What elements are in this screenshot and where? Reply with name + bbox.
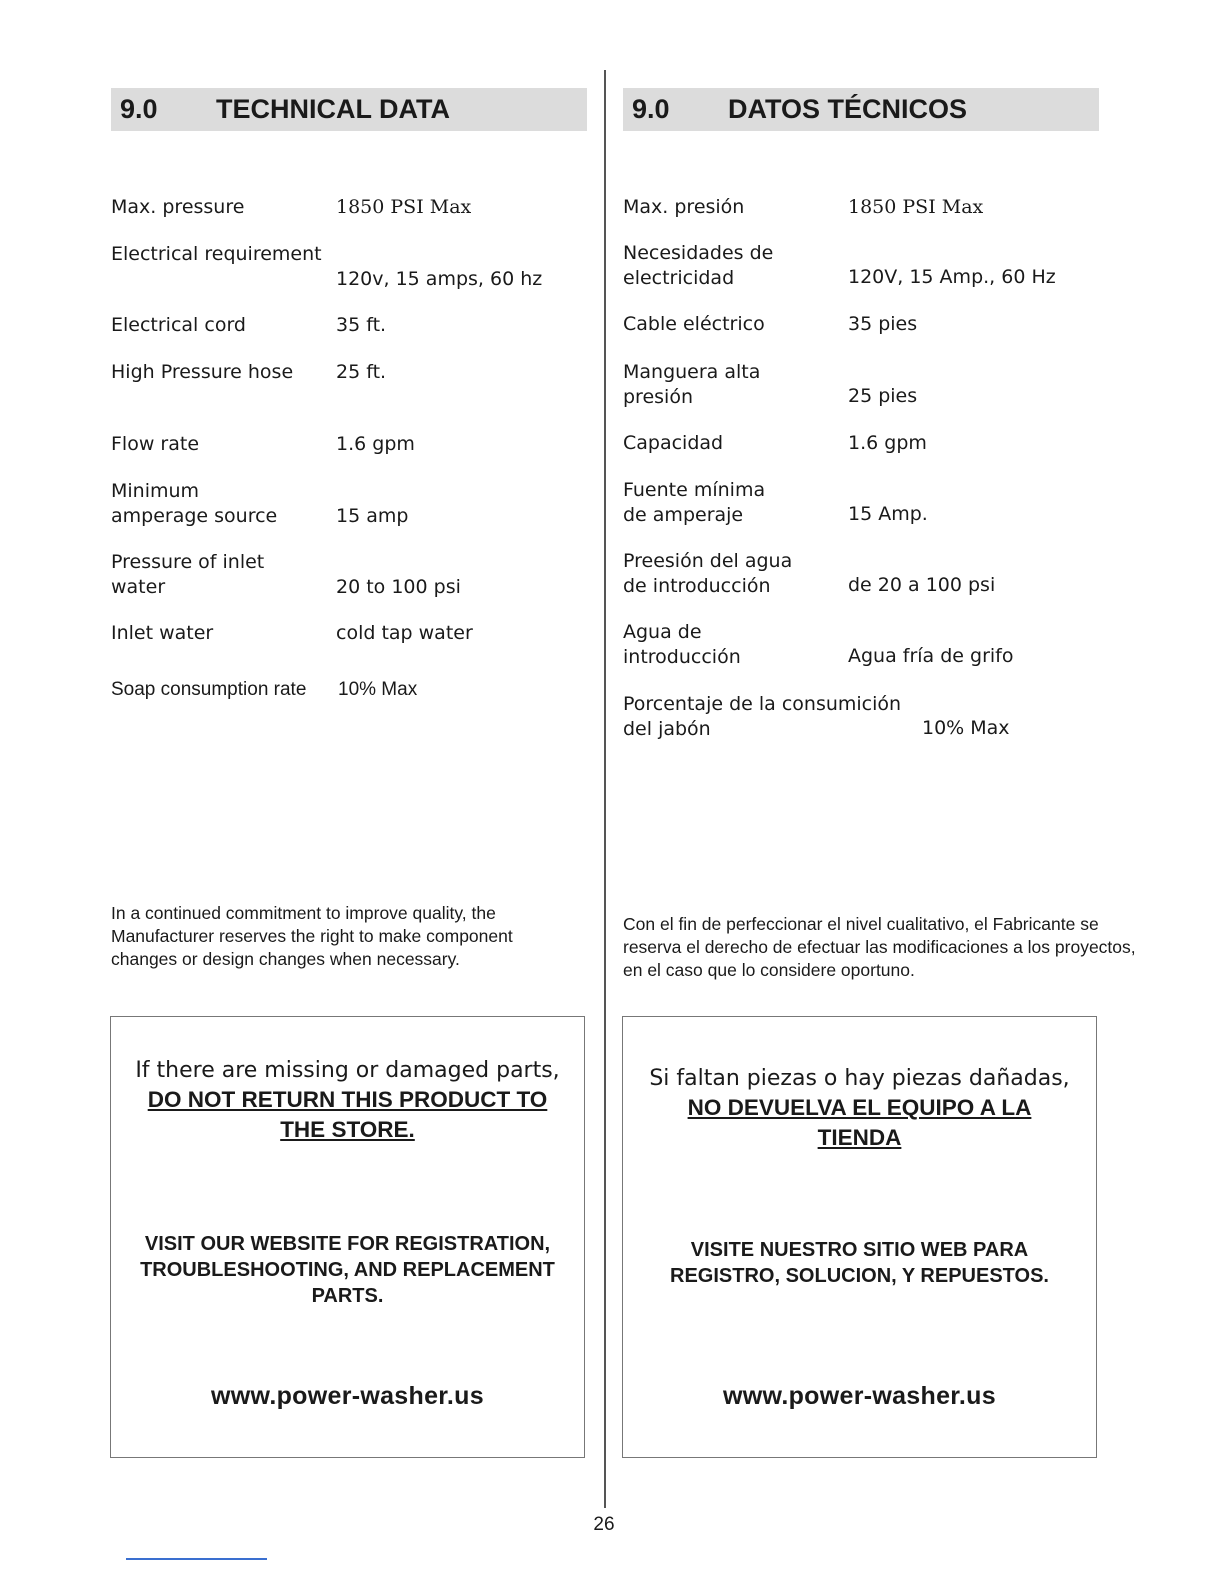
spec-label: Max. presión	[623, 196, 745, 218]
spec-value: 120V, 15 Amp., 60 Hz	[848, 266, 1056, 288]
spec-value: 25 pies	[848, 385, 918, 407]
spec-label: Electrical cord	[111, 314, 246, 336]
spec-value: 10% Max	[922, 717, 1010, 739]
quality-notice: Con el fin de perfeccionar el nivel cualitativo, el Fabricante se reserva el derecho de efectuar las modificaciones a los proyectos, en el caso que lo considere oportuno.	[623, 914, 1136, 980]
section-title: TECHNICAL DATA	[216, 94, 450, 124]
spec-label: Soap consumption rate	[111, 679, 307, 700]
section-title: DATOS TÉCNICOS	[728, 94, 968, 124]
page-number: 26	[593, 1514, 615, 1535]
spec-value: 120v, 15 amps, 60 hz	[336, 268, 543, 290]
missing-parts-box	[622, 1016, 1097, 1458]
spec-value: 25 ft.	[336, 361, 387, 383]
spec-value: 20 to 100 psi	[336, 576, 461, 598]
spec-value: 1850 PSI Max	[848, 196, 984, 218]
spec-label: Inlet water	[111, 622, 214, 644]
spanish-column	[623, 88, 1099, 831]
section-header	[111, 88, 587, 131]
spec-value: 1.6 gpm	[848, 432, 927, 454]
spec-label: Manguera alta presión	[623, 361, 761, 408]
visit-website-text: VISITE NUESTRO SITIO WEB PARA REGISTRO, SOLUCION, Y REPUESTOS.	[670, 1239, 1049, 1287]
website-url[interactable]: www.power-washer.us	[211, 1382, 484, 1410]
website-url[interactable]: www.power-washer.us	[723, 1382, 996, 1410]
spec-label: Agua de introducción	[623, 621, 741, 668]
spec-label: Max. pressure	[111, 196, 245, 218]
english-column	[111, 88, 587, 831]
spec-value: Agua fría de grifo	[848, 645, 1014, 667]
visit-website-text: VISIT OUR WEBSITE FOR REGISTRATION, TROUBLESHOOTING, AND REPLACEMENT PARTS.	[140, 1233, 555, 1307]
do-not-return-text: DO NOT RETURN THIS PRODUCT TO THE STORE.	[147, 1087, 548, 1142]
section-number: 9.0	[632, 94, 670, 124]
spec-value: de 20 a 100 psi	[848, 574, 996, 596]
spec-value: 35 ft.	[336, 314, 387, 336]
spec-label: Flow rate	[111, 433, 200, 455]
spec-label: Electrical requirement	[111, 243, 322, 265]
footer-rule	[126, 1558, 267, 1560]
spec-value: 10% Max	[338, 679, 418, 700]
missing-parts-text: Si faltan piezas o hay piezas dañadas,	[649, 1066, 1070, 1091]
spec-label: Porcentaje de la consumición del jabón	[623, 693, 902, 740]
missing-parts-text: If there are missing or damaged parts,	[135, 1058, 560, 1083]
spec-label: Necesidades de electricidad	[623, 242, 774, 289]
spec-value: 15 amp	[336, 505, 409, 527]
spec-table	[623, 131, 1099, 831]
spec-value: 1850 PSI Max	[336, 196, 472, 218]
spec-value: cold tap water	[336, 622, 473, 644]
spec-value: 1.6 gpm	[336, 433, 415, 455]
spec-label: Pressure of inlet water	[111, 551, 265, 598]
do-not-return-text: NO DEVUELVA EL EQUIPO A LA TIENDA	[687, 1095, 1032, 1150]
section-number: 9.0	[120, 94, 158, 124]
column-divider	[604, 70, 606, 1508]
spec-value: 35 pies	[848, 313, 918, 335]
spec-label: High Pressure hose	[111, 361, 294, 383]
spec-label: Capacidad	[623, 432, 724, 454]
spec-label: Preesión del agua de introducción	[623, 550, 793, 597]
spec-table	[111, 131, 587, 831]
spec-label: Minimum amperage source	[111, 480, 278, 527]
section-header	[623, 88, 1099, 131]
spec-label: Fuente mínima de amperaje	[623, 479, 766, 526]
quality-notice: In a continued commitment to improve quality, the Manufacturer reserves the right to make component changes or design changes when necessary.	[111, 903, 513, 969]
spec-value: 15 Amp.	[848, 503, 928, 525]
spec-label: Cable eléctrico	[623, 313, 765, 335]
missing-parts-box	[110, 1016, 585, 1458]
